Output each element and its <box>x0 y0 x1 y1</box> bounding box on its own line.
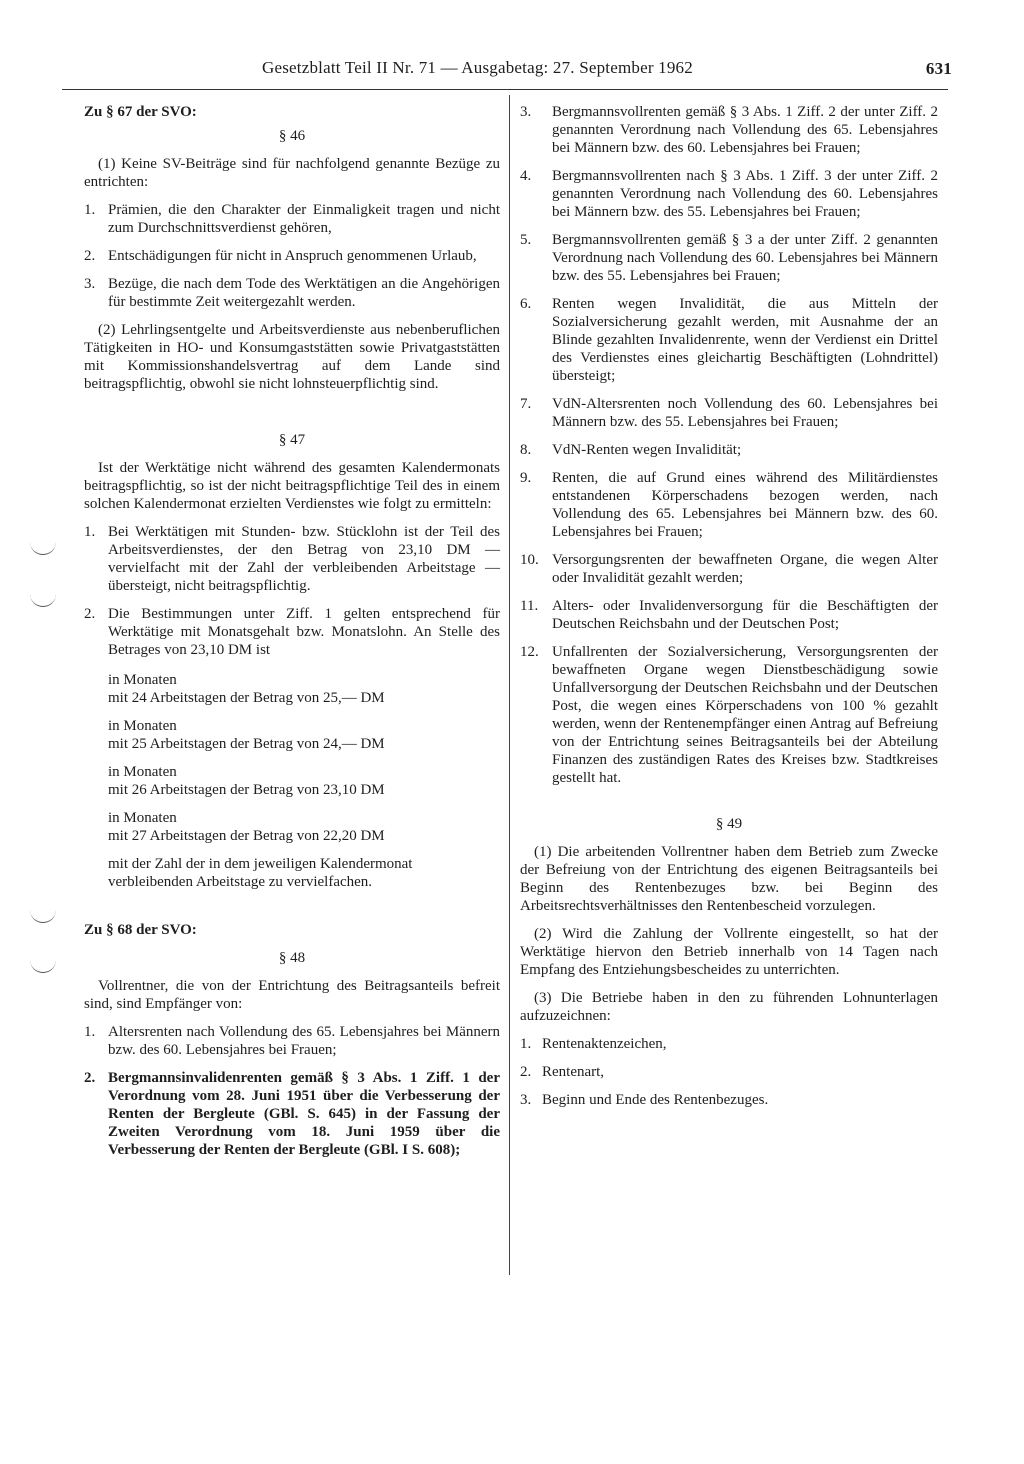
section-heading: Zu § 67 der SVO: <box>84 104 197 120</box>
list-item <box>520 1091 938 1109</box>
item-text: Bei Werktätigen mit Stunden- bzw. Stücklohn ist der Teil des Arbeitsverdienstes, der den Betrag von 23,10 DM — vervielfacht mit der Zahl der verbleibenden Arbeitstage — übersteigt, nicht beitragspflichtig. <box>108 524 500 594</box>
list-item <box>520 469 938 541</box>
item-number: 1. <box>520 1036 532 1052</box>
closing-text: mit der Zahl der in dem jeweiligen Kalendermonat verbleibenden Arbeitstage zu vervielfachen. <box>108 856 413 890</box>
item-text: Bergmannsvollrenten nach § 3 Abs. 1 Ziff. 3 der unter Ziff. 2 genannten Verordnung nach Vollendung des 60. Lebensjahres bei Männern bzw. des 55. Lebensjahres bei Frauen; <box>552 168 938 220</box>
item-number: 2. <box>84 248 96 264</box>
item-list <box>520 1035 938 1109</box>
item-number: 6. <box>520 296 532 312</box>
list-item <box>84 523 500 595</box>
item-text: Entschädigungen für nicht in Anspruch genommenen Urlaub, <box>108 248 477 264</box>
list-item <box>520 551 938 587</box>
list-item <box>84 1023 500 1059</box>
paragraph-title: § 47 <box>278 432 306 448</box>
list-item <box>520 643 938 787</box>
item-number: 1. <box>84 202 96 218</box>
item-number: 10. <box>520 552 539 568</box>
month-line: in Monaten <box>108 810 177 826</box>
month-line: mit 24 Arbeitstagen der Betrag von 25,— DM <box>108 690 385 706</box>
item-text: Prämien, die den Charakter der Einmaligkeit tragen und nicht zum Durchschnittsverdienst gehören, <box>108 202 500 236</box>
paragraph-title: § 48 <box>278 950 306 966</box>
header-rule <box>62 89 948 90</box>
paragraph-text: (2) Lehrlingsentgelte und Arbeitsverdienste aus nebenberuflichen Tätigkeiten in HO- und Konsumgaststätten sowie Privatgaststätten mit Kommissionshandelsvertrag auf dem Lande sind beitragspflichtig, obwohl sie nicht lohnsteuerpflichtig sind. <box>84 322 500 392</box>
section-heading: Zu § 68 der SVO: <box>84 922 197 938</box>
month-line: mit 26 Arbeitstagen der Betrag von 23,10 DM <box>108 782 385 798</box>
item-text: VdN-Altersrenten noch Vollendung des 60. Lebensjahres bei Männern bzw. des 55. Lebensjahres bei Frauen; <box>552 396 938 430</box>
header-title: Gesetzblatt Teil II Nr. 71 — Ausgabetag: 27. September 1962 <box>262 58 693 77</box>
right-column <box>520 103 938 1119</box>
item-text: Rentenaktenzeichen, <box>542 1036 667 1052</box>
month-line: mit 25 Arbeitstagen der Betrag von 24,— DM <box>108 736 385 752</box>
list-item <box>520 295 938 385</box>
list-item <box>520 231 938 285</box>
item-text: Alters- oder Invalidenversorgung für die Beschäftigten der Deutschen Reichsbahn und der Deutschen Post; <box>552 598 938 632</box>
margin-mark <box>30 540 56 555</box>
item-list <box>84 523 500 659</box>
item-list <box>84 1023 500 1159</box>
list-item <box>84 201 500 237</box>
item-text: Renten, die auf Grund eines während des Militärdienstes entstandenen Körperschadens bezogen werden, nach Vollendung des 65. Lebensjahres bei Männern bzw. des 60. Lebensjahres bei Frauen; <box>552 470 938 540</box>
item-number: 2. <box>84 1070 96 1086</box>
list-item <box>520 1063 938 1081</box>
month-line: in Monaten <box>108 718 177 734</box>
page-header <box>262 58 952 78</box>
list-item <box>84 275 500 311</box>
list-item <box>520 395 938 431</box>
list-item <box>520 103 938 157</box>
item-text: VdN-Renten wegen Invalidität; <box>552 442 742 458</box>
list-item <box>84 605 500 659</box>
paragraph-text: (1) Die arbeitenden Vollrentner haben dem Betrieb zum Zwecke der Befreiung von der Entrichtung des eigenen Beitragsanteils bei Beginn des Rentenbezuges bzw. bei Beginn des Arbeitsrechtsverhältnisses den Rentenbescheid vorzulegen. <box>520 844 938 914</box>
item-number: 12. <box>520 644 539 660</box>
item-list <box>84 201 500 311</box>
item-text: Rentenart, <box>542 1064 605 1080</box>
list-item <box>84 1069 500 1159</box>
list-item <box>520 1035 938 1053</box>
left-column <box>84 103 500 1169</box>
margin-mark <box>30 958 56 973</box>
margin-mark <box>30 908 56 923</box>
margin-mark <box>30 592 56 607</box>
item-text: Unfallrenten der Sozialversicherung, Versorgungsrenten der bewaffneten Organe wegen Dienstbeschädigung sowie Unfallversorgung der Deutschen Reichsbahn und der Deutschen Post, die wegen eines Körperschadens von 100 % gezahlt werden, wenn der Rentenempfänger einen Antrag auf Befreiung von der Entrichtung seines Beitragsanteils bei der Abteilung Finanzen des zuständigen Rates des Kreises bzw. Stadtkreises gestellt hat. <box>552 644 938 786</box>
item-text: Versorgungsrenten der bewaffneten Organe, die wegen Alter oder Invalidität gezahlt werden; <box>552 552 938 586</box>
item-text: Bergmannsvollrenten gemäß § 3 a der unter Ziff. 2 genannten Verordnung nach Vollendung des 60. Lebensjahres bei Männern bzw. des 55. Lebensjahres bei Frauen; <box>552 232 938 284</box>
item-text: Die Bestimmungen unter Ziff. 1 gelten entsprechend für Werktätige mit Monatsgehalt bzw. Monatslohn. An Stelle des Betrages von 23,10 DM ist <box>108 606 500 658</box>
item-number: 11. <box>520 598 539 614</box>
item-number: 4. <box>520 168 532 184</box>
list-item <box>520 441 938 459</box>
item-text: Renten wegen Invalidität, die aus Mitteln der Sozialversicherung gezahlt werden, mit Ausnahme der an Blinde gezahlten Invalidenrente, wenn der Verdienst ein Drittel des Verdienstes eines gleichartig Beschäftigten (Lohndrittel) übersteigt; <box>552 296 938 384</box>
paragraph-text: (2) Wird die Zahlung der Vollrente eingestellt, so hat der Werktätige hiervon den Betrieb innerhalb von 14 Tagen nach Empfang des Entziehungsbescheides zu unterrichten. <box>520 926 938 978</box>
item-text: Beginn und Ende des Rentenbezuges. <box>542 1092 769 1108</box>
item-number: 3. <box>84 276 96 292</box>
list-item <box>520 167 938 221</box>
item-text: Bezüge, die nach dem Tode des Werktätigen an die Angehörigen für bestimmte Zeit weitergezahlt werden. <box>108 276 500 310</box>
item-text: Bergmannsvollrenten gemäß § 3 Abs. 1 Ziff. 2 der unter Ziff. 2 genannten Verordnung nach Vollendung des 65. Lebensjahres bei Männern bzw. des 60. Lebensjahres bei Frauen; <box>552 104 938 156</box>
item-number: 8. <box>520 442 532 458</box>
paragraph-text: Vollrentner, die von der Entrichtung des Beitragsanteils befreit sind, sind Empfänger von: <box>84 978 500 1012</box>
list-item <box>84 247 500 265</box>
month-line: in Monaten <box>108 672 177 688</box>
item-text: Altersrenten nach Vollendung des 65. Lebensjahres bei Männern bzw. des 60. Lebensjahres bei Frauen; <box>108 1024 500 1058</box>
month-rates <box>108 671 500 891</box>
item-number: 2. <box>520 1064 532 1080</box>
paragraph-text: (1) Keine SV-Beiträge sind für nachfolgend genannte Bezüge zu entrichten: <box>84 156 500 190</box>
item-number: 3. <box>520 1092 532 1108</box>
item-number: 2. <box>84 606 96 622</box>
item-number: 7. <box>520 396 532 412</box>
month-line: mit 27 Arbeitstagen der Betrag von 22,20 DM <box>108 828 385 844</box>
month-line: in Monaten <box>108 764 177 780</box>
list-item <box>520 597 938 633</box>
item-number: 9. <box>520 470 532 486</box>
item-number: 1. <box>84 524 96 540</box>
item-text: Bergmannsinvalidenrenten gemäß § 3 Abs. 1 Ziff. 1 der Verordnung vom 28. Juni 1951 über die Verbesserung der Renten der Bergleute (GBl. S. 645) in der Fassung der Zweiten Verordnung vom 18. Juni 1959 über die Verbesserung der Renten der Bergleute (GBl. I S. 608); <box>108 1070 500 1158</box>
item-number: 3. <box>520 104 532 120</box>
paragraph-text: Ist der Werktätige nicht während des gesamten Kalendermonats beitragspflichtig, so ist der nicht beitragspflichtige Teil des in einem solchen Kalendermonat erzielten Verdienstes wie folgt zu ermitteln: <box>84 460 500 512</box>
paragraph-text: (3) Die Betriebe haben in den zu führenden Lohnunterlagen aufzuzeichnen: <box>520 990 938 1024</box>
item-number: 1. <box>84 1024 96 1040</box>
item-number: 5. <box>520 232 532 248</box>
column-divider <box>509 95 510 1275</box>
paragraph-title: § 46 <box>278 128 306 144</box>
item-list <box>520 103 938 787</box>
paragraph-title: § 49 <box>715 816 743 832</box>
page-number: 631 <box>925 59 952 78</box>
